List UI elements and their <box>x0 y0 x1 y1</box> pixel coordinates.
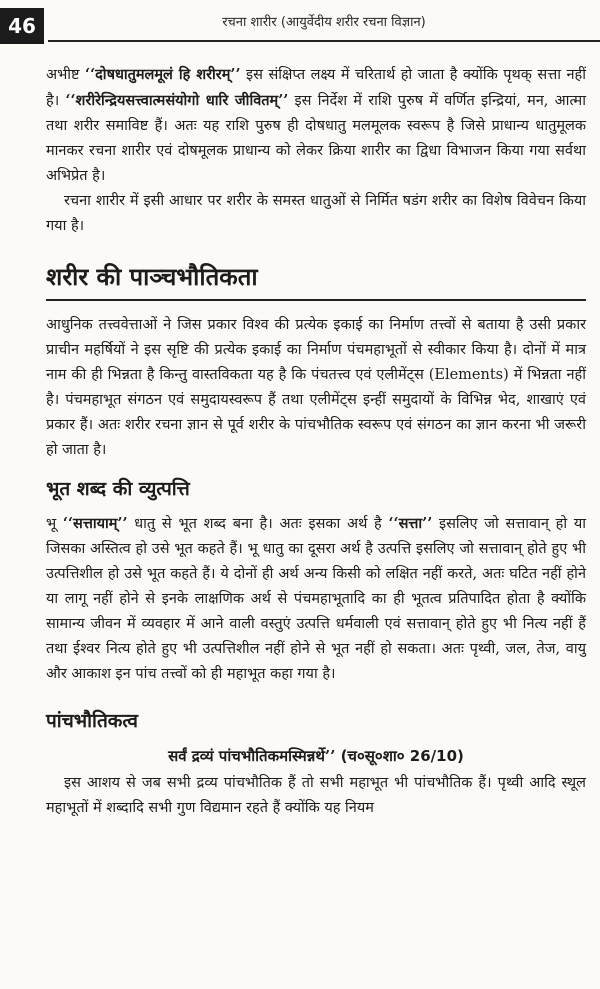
section-paragraph: आधुनिक तत्त्ववेत्ताओं ने जिस प्रकार विश्व की प्रत्येक इकाई का निर्माण तत्त्वों से बताया है उसी प्रकार प्राचीन महर्षियों ने इस सृष्टि की प्रत्येक इकाई का निर्माण पंचमहाभूतों से स्वीकार किया है। दोनों में मात्र नाम की ही भिन्नता है किन्तु वास्तविकता यह है कि पंचतत्त्व एवं एलीमेंट्स (Elements) में भिन्नता नहीं है। पंचमहाभूत संगठन एवं समुदायस्वरूप हैं तथा एलीमेंट्स इन्हीं समुदायों के विभिन्न भेद, शाखाएं एवं प्रकार हैं। अतः शरीर रचना ज्ञान से पूर्व शरीर के पांचभौतिक स्वरूप एवं संगठन का ज्ञान करना भी जरूरी हो जाता है। <box>46 317 586 458</box>
subsection-title-panchabhautikatva: पांचभौतिकत्व <box>46 710 138 732</box>
subsection-title-etymology: भूत शब्द की व्युत्पत्ति <box>46 478 190 500</box>
quote-sharira: ‘‘शरीरेन्द्रियसत्त्वात्मसंयोगो धारि जीवितम्’’ <box>65 92 289 109</box>
running-title: रचना शारीर (आयुर्वेदीय शरीर रचना विज्ञान) <box>222 15 426 30</box>
page-content <box>46 62 586 821</box>
intro-paragraph-1: अभीष्ट ‘‘दोषधातुमलमूलं हि शरीरम्’’ इस संक्षिप्त लक्ष्य में चरितार्थ हो जाता है क्योंकि पृथक् सत्ता नहीं है। ‘‘शरीरेन्द्रियसत्त्वात्मसंयोगो धारि जीवितम्’’ इस निर्देश में राशि पुरुष में वर्णित इन्द्रियां, मन, आत्मा तथा शरीर समाविष्ट हैं। अतः यह राशि पुरुष ही दोषधातु मलमूलक स्वरूप है जिसे प्राधान्य धातुमूलक मानकर रचना शारीर एवं दोषमूलक प्राधान्य को लेकर क्रिया शारीर का द्विधा विभाजन किया गया सर्वथा अभिप्रेत है। <box>46 66 587 184</box>
intro-paragraph-2: रचना शारीर में इसी आधार पर शरीर के समस्त धातुओं से निर्मित षडंग शरीर का विशेष विवेचन किया गया है। <box>46 193 586 234</box>
page-header <box>0 0 600 52</box>
quote-dosha: ‘‘दोषधातुमलमूलं हि शरीरम्’’ <box>85 66 241 83</box>
page-number: 46 <box>0 8 44 44</box>
header-rule <box>48 40 600 42</box>
term-satta: ‘‘सत्ता’’ <box>388 515 433 532</box>
section-title: शरीर की पाञ्चभौतिकता <box>46 263 258 291</box>
term-sattayam: ‘‘सत्तायाम्’’ <box>62 515 128 532</box>
verse-quote <box>46 743 586 769</box>
etymology-paragraph: भू ‘‘सत्तायाम्’’ धातु से भूत शब्द बना है। अतः इसका अर्थ है ‘‘सत्ता’’ इसलिए जो सत्तावान् हो या जिसका अस्तित्व हो उसे भूत कहते हैं। भू धातु का दूसरा अर्थ है उत्पत्ति इसलिए जो सत्तावान् होते हुए भी उत्पत्तिशील हो उसे भूत कहते हैं। ये दोनों ही अर्थ अन्य किसी को लक्षित नहीं करते, अतः घटित नहीं होने या लागू नहीं होने से इनके लाक्षणिक अर्थ से पंचमहाभूतादि का ही भूतत्व प्रतिपादित होता है क्योंकि सामान्य जीवन में व्यवहार में आने वाली वस्तुएं उत्पत्ति धर्मवाली एवं सत्तावान् होते हुए भी नित्य नहीं हैं तथा ईश्वर नित्य होते हुए भी उत्पत्तिशील नहीं होने से भूत नहीं हो सकता। अतः पृथ्वी, जल, तेज, वायु और आकाश इन पांच तत्त्वों को ही महाभूत कहा गया है। <box>46 515 586 682</box>
panchabhautikatva-paragraph: इस आशय से जब सभी द्रव्य पांचभौतिक हैं तो सभी महाभूत भी पांचभौतिक हैं। पृथ्वी आदि स्थूल महाभूतों में शब्दादि सभी गुण विद्यमान रहते हैं क्योंकि यह नियम <box>46 775 586 816</box>
verse-text: सर्वं द्रव्यं पांचभौतिकमस्मिन्नर्थे’’ <box>168 747 336 765</box>
section-rule <box>46 299 586 301</box>
verse-reference: (च०सू०शा० 26/10) <box>335 747 464 765</box>
